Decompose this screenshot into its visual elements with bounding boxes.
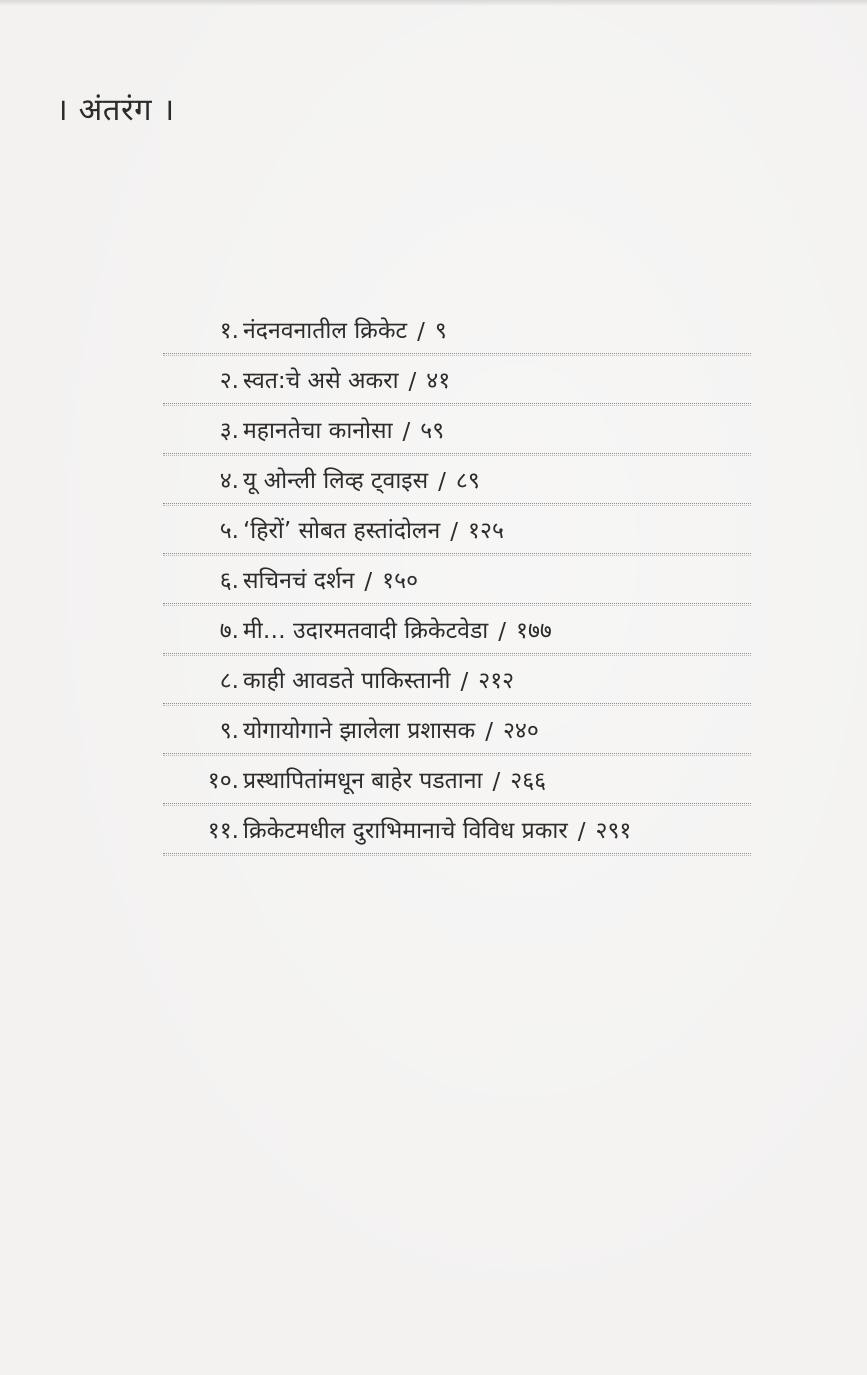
toc-entry-title: क्रिकेटमधील दुराभिमानाचे विविध प्रकार — [243, 818, 568, 844]
toc-entry-number: १०. — [207, 768, 239, 794]
toc-entry — [163, 804, 751, 854]
toc-entry-title: ‘हिरों’ सोबत हस्तांदोलन — [243, 518, 441, 544]
toc-entry-number: ९. — [219, 718, 239, 744]
toc-entry-number: २. — [219, 368, 239, 394]
toc-entry-separator: / — [438, 469, 446, 495]
toc-entry — [163, 754, 751, 804]
toc-entry-number: ३. — [219, 418, 239, 444]
toc-entry-title: योगायोगाने झालेला प्रशासक — [243, 718, 476, 744]
toc-entry-separator: / — [577, 819, 586, 845]
toc-entry — [163, 604, 751, 654]
toc-entry-separator: / — [460, 669, 469, 695]
toc-entry-title: यू ओन्ली लिव्ह ट्वाइस — [243, 468, 429, 494]
toc-entry-title: काही आवडते पाकिस्तानी — [243, 668, 451, 694]
toc-entry — [163, 704, 751, 754]
toc-entry-number: ५. — [219, 518, 239, 544]
toc-entry-separator: / — [498, 619, 506, 645]
toc-entry-page: २४० — [502, 718, 539, 744]
toc-entry — [163, 304, 751, 354]
toc-entry-page: २१२ — [478, 668, 515, 694]
toc-entry-separator: / — [408, 369, 417, 395]
toc-entry-number: ४. — [219, 468, 239, 494]
toc-entry-title: महानतेचा कानोसा — [243, 418, 393, 444]
toc-entry-number: ६. — [219, 568, 239, 594]
toc-entry-page: २९१ — [595, 818, 632, 844]
toc-entry-separator: / — [450, 519, 459, 545]
toc-entry-title: नंदनवनातील क्रिकेट — [243, 318, 408, 344]
toc-entry-title: सचिनचं दर्शन — [243, 568, 355, 594]
toc-entry — [163, 404, 751, 454]
page-title: । अंतरंग । — [56, 92, 175, 128]
toc-entry-separator: / — [492, 769, 501, 795]
toc-entry-page: १७७ — [515, 618, 552, 644]
toc-entry-page: ९ — [434, 318, 447, 344]
toc-entry-separator: / — [417, 319, 425, 345]
toc-entry — [163, 454, 751, 504]
toc-entry-title: प्रस्थापितांमधून बाहेर पडताना — [243, 768, 483, 794]
toc-entry-page: ४१ — [426, 368, 451, 394]
toc-entry-page: ८९ — [455, 468, 480, 494]
toc-entry-number: १. — [219, 318, 239, 344]
toc-entry-number: ८. — [219, 668, 239, 694]
toc-entry-page: १५० — [382, 568, 419, 594]
toc-entry — [163, 354, 751, 404]
toc-entry-title: स्वत:चे असे अकरा — [243, 368, 399, 394]
toc-entry-separator: / — [485, 719, 493, 745]
toc-entry — [163, 554, 751, 604]
toc-entry-page: ५९ — [420, 418, 445, 444]
toc-entry — [163, 504, 751, 554]
toc-entry-title: मी… उदारमतवादी क्रिकेटवेडा — [243, 618, 489, 644]
toc-entry-separator: / — [364, 569, 373, 595]
page-top-edge — [0, 0, 867, 6]
toc-entry-page: २६६ — [510, 768, 547, 794]
toc-entry — [163, 654, 751, 704]
toc-entry-page: १२५ — [468, 518, 504, 544]
toc-entry-number: ११. — [207, 818, 239, 844]
toc-entry-separator: / — [402, 419, 411, 445]
toc-entry-number: ७. — [219, 618, 239, 644]
table-of-contents — [163, 304, 751, 854]
